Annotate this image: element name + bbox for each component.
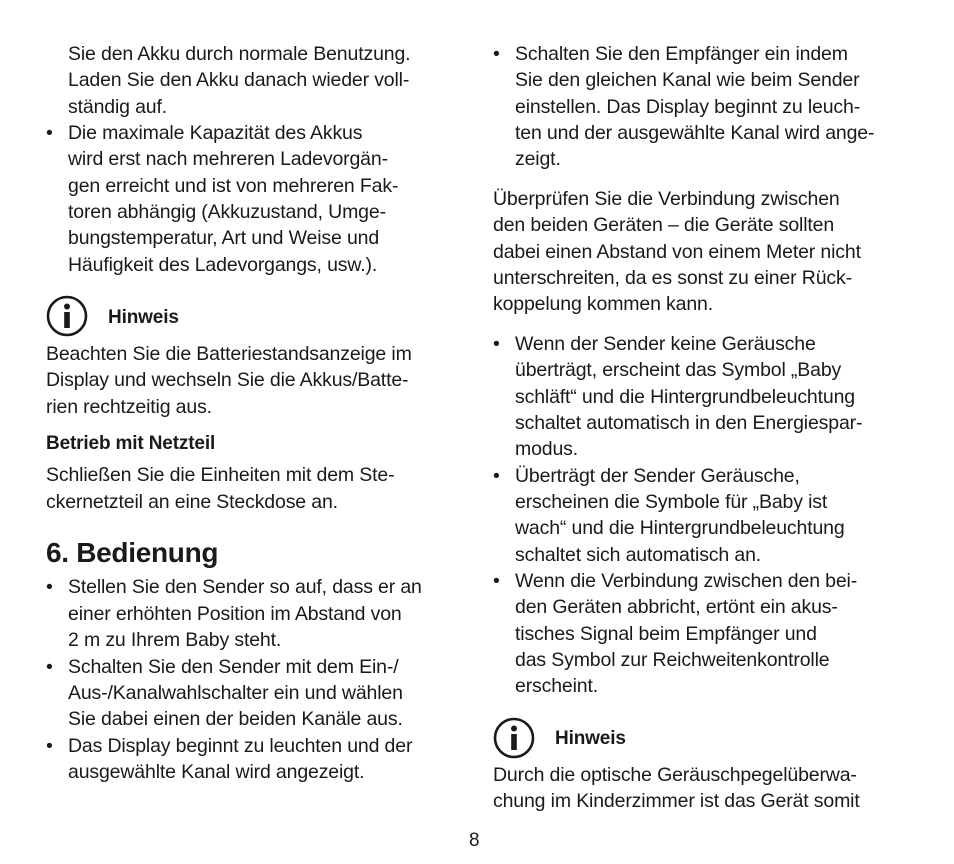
text-line: Die maximale Kapazität des Akkus [68, 122, 363, 144]
text-line: Häufigkeit des Ladevorgangs, usw.). [68, 254, 378, 276]
text-line: Schließen Sie die Einheiten mit dem Ste- [46, 464, 395, 486]
bullet-dot: • [493, 465, 500, 487]
text-line: das Symbol zur Reichweitenkontrolle [515, 649, 830, 671]
text-line: den beiden Geräten – die Geräte sollten [493, 214, 835, 236]
text-line: Wenn die Verbindung zwischen den bei- [515, 570, 858, 592]
info-icon [46, 295, 88, 337]
text-line: dabei einen Abstand von einem Meter nicht [493, 241, 861, 263]
bullet-dot: • [493, 570, 500, 592]
bullet-dot: • [46, 122, 53, 144]
text-line: Display und wechseln Sie die Akkus/Batte- [46, 369, 409, 391]
bullet-dot: • [46, 735, 53, 757]
text-line: Stellen Sie den Sender so auf, dass er an [68, 576, 422, 598]
text-line: toren abhängig (Akkuzustand, Umge- [68, 201, 386, 223]
text-line: zeigt. [515, 148, 561, 170]
bullet-dot: • [493, 43, 500, 65]
text-line: ckernetzteil an eine Steckdose an. [46, 491, 338, 513]
text-line: ausgewählte Kanal wird angezeigt. [68, 761, 365, 783]
text-line: erscheinen die Symbole für „Baby ist [515, 491, 828, 513]
page-number: 8 [469, 830, 480, 851]
text-line: erscheint. [515, 675, 599, 697]
note-title: Hinweis [555, 728, 626, 749]
text-line: Überprüfen Sie die Verbindung zwischen [493, 188, 840, 210]
text-line: Sie den Akku durch normale Benutzung. [68, 43, 411, 65]
text-line: Laden Sie den Akku danach wieder voll- [68, 69, 410, 91]
text-line: 2 m zu Ihrem Baby steht. [68, 629, 282, 651]
bullet-dot: • [493, 333, 500, 355]
subheading: Betrieb mit Netzteil [46, 433, 216, 454]
text-line: wird erst nach mehreren Ladevorgän- [68, 148, 388, 170]
text-line: modus. [515, 438, 579, 460]
text-line: Das Display beginnt zu leuchten und der [68, 735, 413, 757]
note-title: Hinweis [108, 307, 179, 328]
section-heading: 6. Bedienung [46, 537, 219, 568]
bullet-dot: • [46, 576, 53, 598]
text-line: überträgt, erscheint das Symbol „Baby [515, 359, 842, 381]
text-line: bungstemperatur, Art und Weise und [68, 227, 380, 249]
text-line: ständig auf. [68, 96, 168, 118]
text-line: wach“ und die Hintergrundbeleuchtung [515, 517, 845, 539]
text-line: schläft“ und die Hintergrundbeleuchtung [515, 386, 855, 408]
text-line: ten und der ausgewählte Kanal wird ange- [515, 122, 875, 144]
text-line: Wenn der Sender keine Geräusche [515, 333, 816, 355]
text-line: rien rechtzeitig aus. [46, 396, 212, 418]
text-line: Schalten Sie den Empfänger ein indem [515, 43, 848, 65]
text-line: Schalten Sie den Sender mit dem Ein-/ [68, 656, 399, 678]
text-line: Aus-/Kanalwahlschalter ein und wählen [68, 682, 403, 704]
info-icon [493, 717, 535, 759]
text-line: den Geräten abbricht, ertönt ein akus- [515, 596, 838, 618]
text-line: Durch die optische Geräuschpegelüberwa- [493, 764, 857, 786]
text-line: chung im Kinderzimmer ist das Gerät somit [493, 790, 860, 812]
text-line: einstellen. Das Display beginnt zu leuch- [515, 96, 861, 118]
text-line: gen erreicht und ist von mehreren Fak- [68, 175, 399, 197]
text-line: Überträgt der Sender Geräusche, [515, 465, 800, 487]
text-line: schaltet sich automatisch an. [515, 544, 762, 566]
bullet-dot: • [46, 656, 53, 678]
text-line: unterschreiten, da es sonst zu einer Rück- [493, 267, 852, 289]
text-line: einer erhöhten Position im Abstand von [68, 603, 402, 625]
text-line: koppelung kommen kann. [493, 293, 714, 315]
text-line: Sie den gleichen Kanal wie beim Sender [515, 69, 860, 91]
text-line: tisches Signal beim Empfänger und [515, 623, 817, 645]
text-line: Beachten Sie die Batteriestandsanzeige im [46, 343, 412, 365]
text-line: schaltet automatisch in den Energiespar- [515, 412, 863, 434]
text-line: Sie dabei einen der beiden Kanäle aus. [68, 708, 403, 730]
